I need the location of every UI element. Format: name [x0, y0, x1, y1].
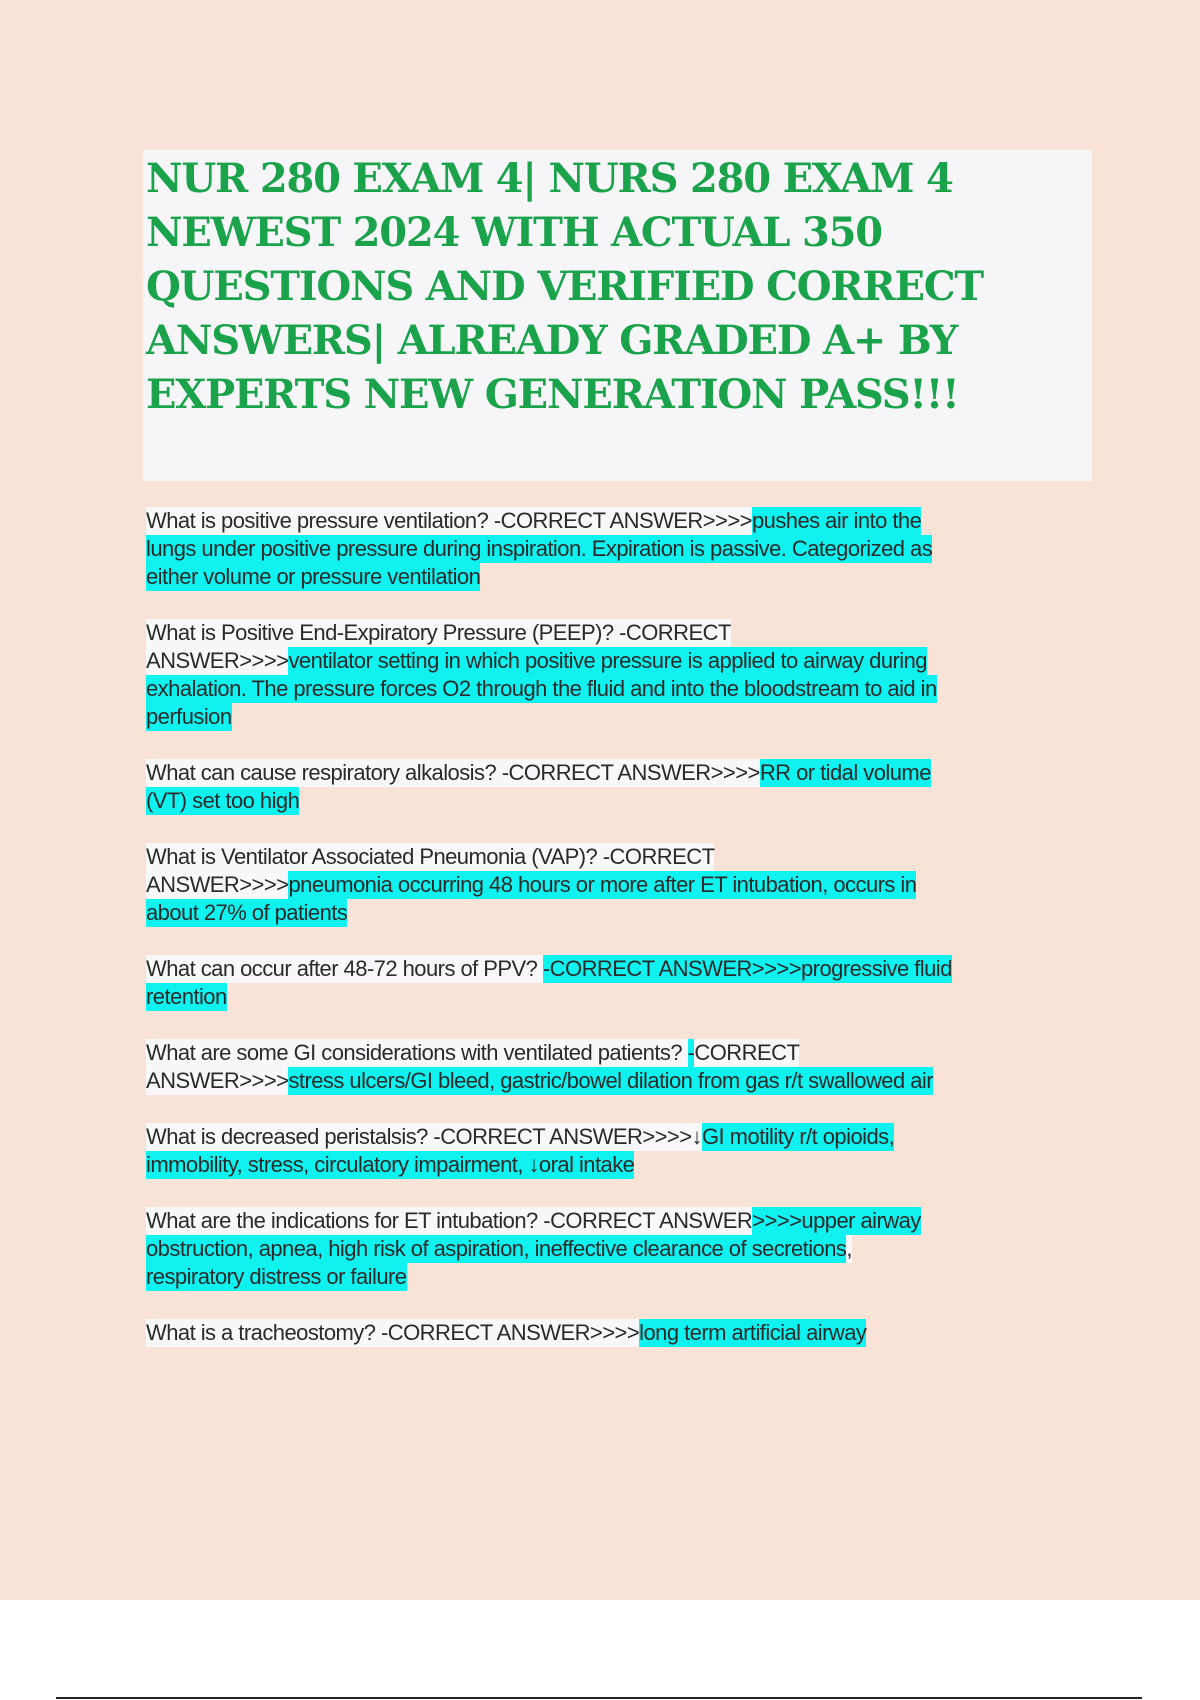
question-text: What are the indications for ET intubation? -CORRECT ANSWER [146, 1208, 753, 1233]
title-line: ANSWERS| ALREADY GRADED A+ BY [146, 317, 958, 364]
qa-list [146, 507, 1106, 1375]
question-text: What can cause respiratory alkalosis? -CORRECT ANSWER>>>> [146, 760, 760, 785]
question-text: What is Ventilator Associated Pneumonia (VAP)? -CORRECT [146, 844, 715, 869]
highlighted-answer-text: (VT) set too high [146, 788, 300, 813]
text-line [146, 871, 1106, 899]
text-line [146, 1151, 1106, 1179]
text-line [146, 1207, 1106, 1235]
text-line [146, 535, 1106, 563]
qa-item [146, 1039, 1106, 1095]
highlighted-answer-text: retention [146, 984, 227, 1009]
qa-item [146, 843, 1106, 927]
text-line [146, 1067, 1106, 1095]
highlighted-answer-text: >>>>upper airway [752, 1208, 921, 1233]
highlighted-answer-text: pushes air into the [751, 508, 922, 533]
title-line: EXPERTS NEW GENERATION PASS!!! [146, 371, 959, 418]
highlighted-answer-text: ventilator setting in which positive pressure is applied to airway during [288, 648, 927, 673]
document-title [146, 152, 1086, 422]
question-text: What is positive pressure ventilation? -CORRECT ANSWER>>>> [146, 508, 752, 533]
title-line: NUR 280 EXAM 4| NURS 280 EXAM 4 [146, 155, 953, 202]
title-line: NEWEST 2024 WITH ACTUAL 350 [146, 209, 882, 256]
text-line [146, 843, 1106, 871]
highlighted-answer-text: lungs under positive pressure during inspiration. Expiration is passive. Categorized as [146, 536, 933, 561]
text-line [146, 1319, 1106, 1347]
highlighted-answer-text: perfusion [146, 704, 232, 729]
text-line [146, 1235, 1106, 1263]
question-text: ANSWER>>>> [146, 872, 289, 897]
question-text: , [846, 1236, 852, 1261]
highlighted-answer-text: immobility, stress, circulatory impairment, ↓oral intake [146, 1152, 635, 1177]
qa-item [146, 759, 1106, 815]
footer-rule [56, 1697, 1142, 1699]
qa-item [146, 955, 1106, 1011]
text-line [146, 899, 1106, 927]
text-line [146, 787, 1106, 815]
question-text: What is Positive End-Expiratory Pressure (PEEP)? -CORRECT [146, 620, 731, 645]
text-line [146, 1263, 1106, 1291]
highlighted-answer-text: long term artificial airway [639, 1320, 867, 1345]
text-line [146, 1039, 1106, 1067]
highlighted-answer-text: about 27% of patients [146, 900, 348, 925]
qa-item [146, 1319, 1106, 1347]
text-line [146, 619, 1106, 647]
text-line [146, 1123, 1106, 1151]
text-line [146, 675, 1106, 703]
text-line [146, 647, 1106, 675]
text-line [146, 563, 1106, 591]
qa-item [146, 507, 1106, 591]
qa-item [146, 1207, 1106, 1291]
text-line [146, 983, 1106, 1011]
highlighted-answer-text: either volume or pressure ventilation [146, 564, 481, 589]
question-text: What are some GI considerations with ventilated patients? [146, 1040, 688, 1065]
question-text: CORRECT [694, 1040, 800, 1065]
highlighted-answer-text: -CORRECT ANSWER>>>>progressive fluid [542, 956, 952, 981]
highlighted-answer-text: - [687, 1040, 695, 1065]
question-text: ANSWER>>>> [146, 648, 289, 673]
question-text: What is decreased peristalsis? -CORRECT ANSWER>>>>↓ [146, 1124, 702, 1149]
highlighted-answer-text: GI motility r/t opioids, [701, 1124, 895, 1149]
question-text: ANSWER>>>> [146, 1068, 289, 1093]
question-text: What is a tracheostomy? -CORRECT ANSWER>>>> [146, 1320, 640, 1345]
highlighted-answer-text: obstruction, apnea, high risk of aspiration, ineffective clearance of secretions [146, 1236, 847, 1261]
text-line [146, 507, 1106, 535]
highlighted-answer-text: stress ulcers/GI bleed, gastric/bowel dilation from gas r/t swallowed air [288, 1068, 934, 1093]
title-line: QUESTIONS AND VERIFIED CORRECT [146, 263, 983, 310]
text-line [146, 955, 1106, 983]
qa-item [146, 1123, 1106, 1179]
text-line [146, 759, 1106, 787]
question-text: What can occur after 48-72 hours of PPV? [146, 956, 543, 981]
text-line [146, 703, 1106, 731]
highlighted-answer-text: exhalation. The pressure forces O2 through the fluid and into the bloodstream to aid in [146, 676, 937, 701]
highlighted-answer-text: RR or tidal volume [759, 760, 931, 785]
highlighted-answer-text: respiratory distress or failure [146, 1264, 407, 1289]
highlighted-answer-text: pneumonia occurring 48 hours or more after ET intubation, occurs in [288, 872, 917, 897]
qa-item [146, 619, 1106, 731]
